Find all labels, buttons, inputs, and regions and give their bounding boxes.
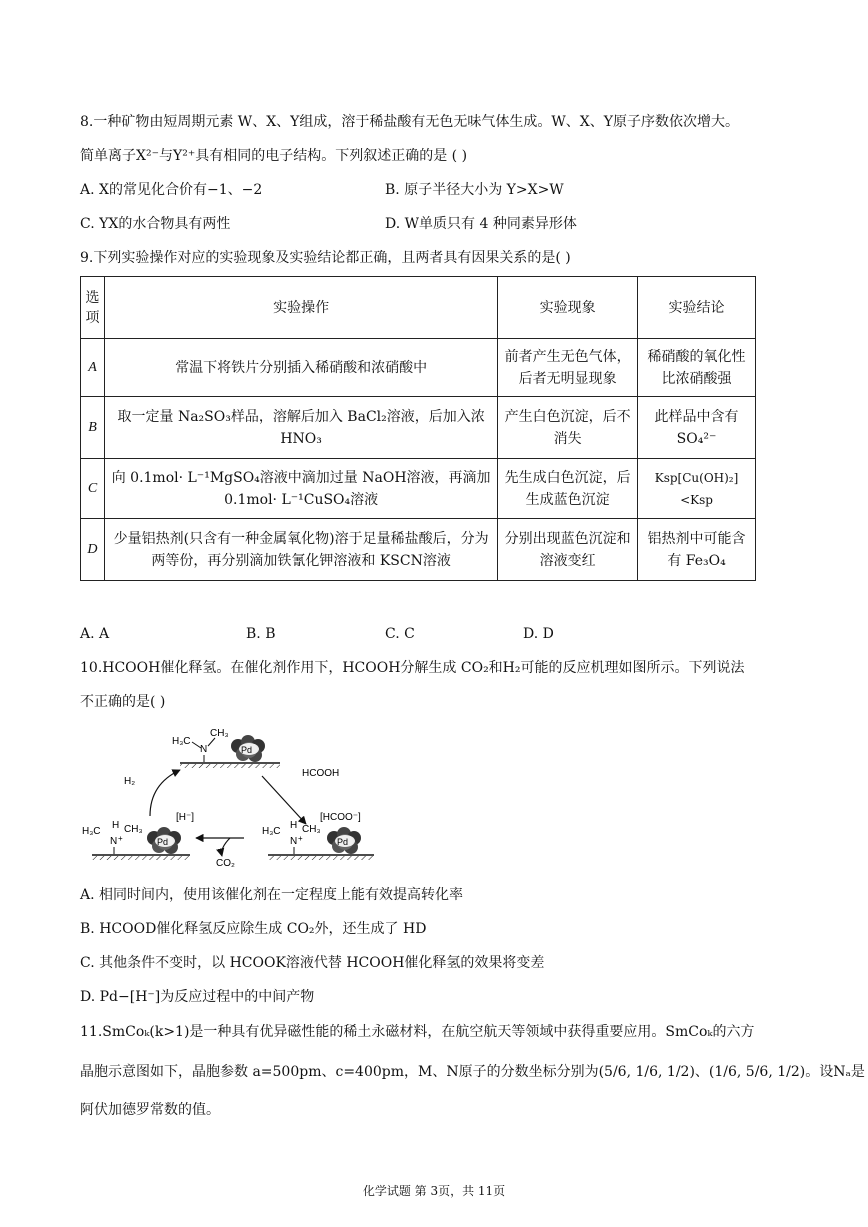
table-row <box>81 397 756 459</box>
right-h3c-label: H₃C <box>262 826 281 837</box>
row-conclusion: 此样品中含有 SO₄²⁻ <box>638 397 756 459</box>
header-conclusion: 实验结论 <box>638 277 756 339</box>
arrow-hcooh-add <box>262 776 306 824</box>
h2-label: H₂ <box>124 776 136 787</box>
row-conclusion: 铝热剂中可能含有 Fe₃O₄ <box>638 519 756 581</box>
left-h-label: H <box>112 820 120 831</box>
right-n-label: N <box>290 836 298 847</box>
hcooh-label: HCOOH <box>302 768 340 779</box>
table-row <box>81 459 756 519</box>
q9-stem: 9.下列实验操作对应的实验现象及实验结论都正确，且两者具有因果关系的是( ) <box>80 250 571 266</box>
table-row <box>81 339 756 397</box>
pd-label: Pd <box>157 837 169 847</box>
co2-label: CO₂ <box>216 858 235 869</box>
q8-option-a: A. X的常见化合价有−1、−2 <box>80 182 263 198</box>
right-amine-pd-formate <box>262 812 374 860</box>
q10-option-d: D. Pd−[H⁻]为反应过程中的中间产物 <box>80 989 315 1005</box>
table-row <box>81 519 756 581</box>
pd-cluster-left <box>147 827 181 854</box>
left-plus-label: + <box>118 834 123 843</box>
q11-stem-line2: 晶胞示意图如下，晶胞参数 a=500pm、c=400pm，M、N原子的分数坐标分别为(5/6, 1/6, 1/2)、(1/6, 5/6, 1/2)。设Nₐ是 <box>80 1064 865 1080</box>
q9-choice-d: D. D <box>523 626 554 642</box>
header-option: 选项 <box>81 277 105 339</box>
left-n-label: N <box>110 836 118 847</box>
q8-stem-line1: 8.一种矿物由短周期元素 W、X、Y组成，溶于稀盐酸有无色无味气体生成。W、X、Y原子序数依次增大。 <box>80 114 740 130</box>
top-h3c-label: H₃C <box>172 736 191 747</box>
row-operation: 少量铝热剂(只含有一种金属氧化物)溶于足量稀盐酸后，分为两等份，再分别滴加铁氰化钾溶液和 KSCN溶液 <box>104 519 497 581</box>
q10-option-a: A. 相同时间内，使用该催化剂在一定程度上能有效提高转化率 <box>80 887 464 903</box>
table-header-row <box>81 277 756 339</box>
q8-option-d: D. W单质只有 4 种同素异形体 <box>385 216 577 232</box>
q8-option-b: B. 原子半径大小为 Y>X>W <box>385 182 564 198</box>
row-option: A <box>81 339 105 397</box>
q9-choice-b: B. B <box>246 626 276 642</box>
pd-label: Pd <box>337 837 349 847</box>
left-ch3-label: CH₃ <box>124 824 143 835</box>
row-phenomenon: 前者产生无色气体，后者无明显现象 <box>498 339 638 397</box>
page-footer: 化学试题 第 3页，共 11页 <box>362 1184 506 1198</box>
left-amine-pd-hydride <box>82 812 194 860</box>
row-option: B <box>81 397 105 459</box>
row-conclusion: Ksp[Cu(OH)₂]<Ksp <box>638 459 756 519</box>
top-n-label: N <box>200 744 208 755</box>
row-phenomenon: 产生白色沉淀，后不消失 <box>498 397 638 459</box>
right-h-label: H <box>290 820 298 831</box>
header-operation: 实验操作 <box>104 277 497 339</box>
row-phenomenon: 先生成白色沉淀，后生成蓝色沉淀 <box>498 459 638 519</box>
experiment-table <box>80 276 756 581</box>
row-phenomenon: 分别出现蓝色沉淀和溶液变红 <box>498 519 638 581</box>
right-tag: [HCOO⁻] <box>320 812 361 823</box>
left-tag: [H⁻] <box>176 812 195 823</box>
q11-stem-line3: 阿伏加德罗常数的值。 <box>80 1102 220 1118</box>
q10-stem-line1: 10.HCOOH催化释氢。在催化剂作用下，HCOOH分解生成 CO₂和H₂可能的反应机理如图所示。下列说法 <box>80 660 745 676</box>
top-amine-pd-complex <box>172 728 280 768</box>
q10-option-b: B. HCOOD催化释氢反应除生成 CO₂外，还生成了 HD <box>80 921 427 937</box>
row-operation: 向 0.1mol· L⁻¹MgSO₄溶液中滴加过量 NaOH溶液，再滴加 0.1mol· L⁻¹CuSO₄溶液 <box>104 459 497 519</box>
q9-choice-c: C. C <box>385 626 415 642</box>
row-option: D <box>81 519 105 581</box>
right-plus-label: + <box>298 834 303 843</box>
reaction-mechanism-diagram <box>80 724 380 870</box>
q9-choice-a: A. A <box>80 626 110 642</box>
q10-option-c: C. 其他条件不变时，以 HCOOK溶液代替 HCOOH催化释氢的效果将变差 <box>80 955 545 971</box>
row-conclusion: 稀硝酸的氧化性比浓硝酸强 <box>638 339 756 397</box>
pd-cluster-right <box>327 827 361 854</box>
header-phenomenon: 实验现象 <box>498 277 638 339</box>
row-operation: 常温下将铁片分别插入稀硝酸和浓硝酸中 <box>104 339 497 397</box>
q11-stem-line1: 11.SmCoₖ(k>1)是一种具有优异磁性能的稀土永磁材料，在航空航天等领域中获得重要应用。SmCoₖ的六方 <box>80 1024 755 1040</box>
left-h3c-label: H₃C <box>82 826 101 837</box>
q8-option-c: C. YX的水合物具有两性 <box>80 216 231 232</box>
right-ch3-label: CH₃ <box>302 824 321 835</box>
pd-label: Pd <box>241 745 253 755</box>
row-operation: 取一定量 Na₂SO₃样品，溶解后加入 BaCl₂溶液，后加入浓 HNO₃ <box>104 397 497 459</box>
pd-cluster-top <box>231 735 265 762</box>
row-option: C <box>81 459 105 519</box>
arrow-h2-release <box>150 770 180 816</box>
top-ch3-label: CH₃ <box>210 728 229 739</box>
q8-stem-line2: 简单离子X²⁻与Y²⁺具有相同的电子结构。下列叙述正确的是 ( ) <box>80 148 468 164</box>
q10-stem-line2: 不正确的是( ) <box>80 694 166 710</box>
